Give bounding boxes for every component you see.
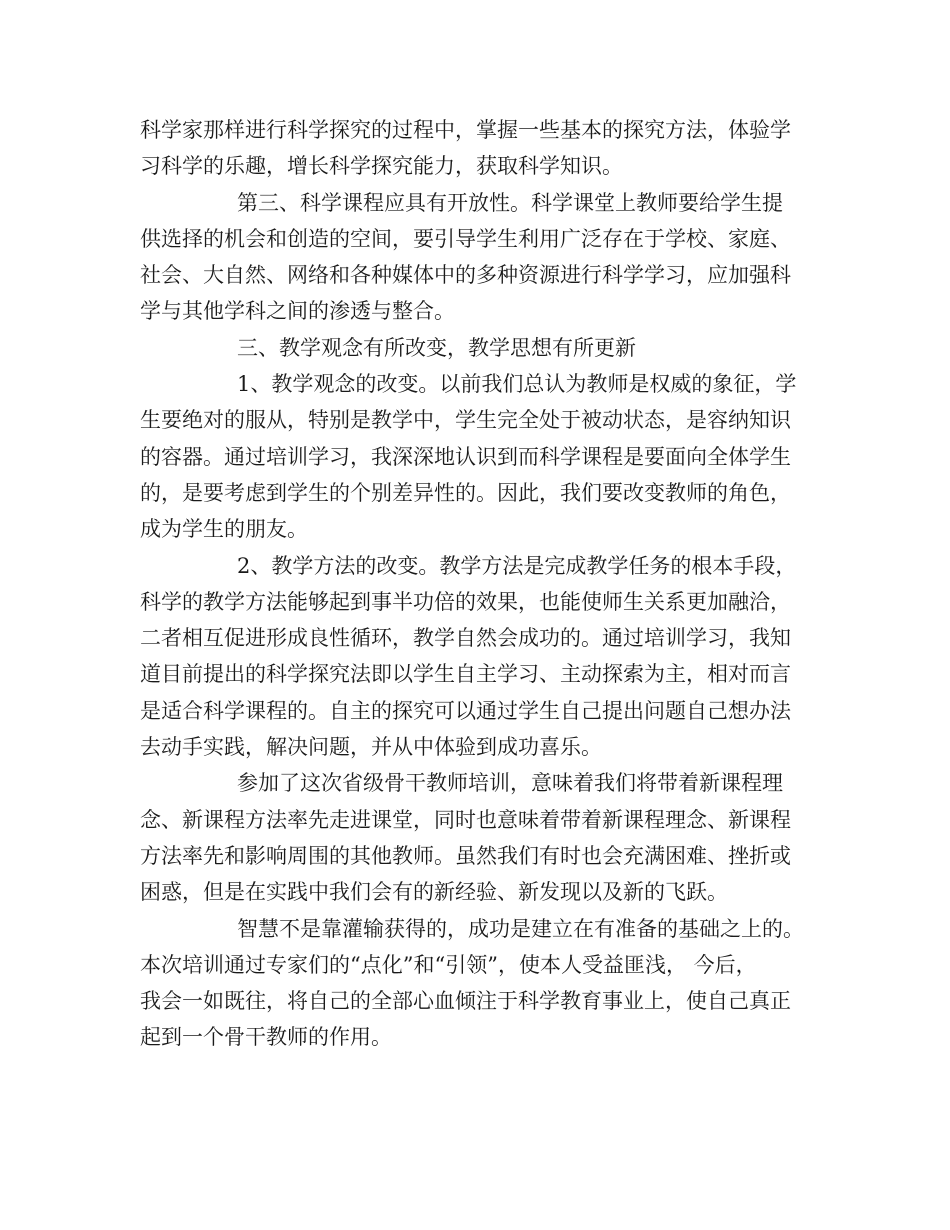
text-line: 我会一如既往，将自己的全部心血倾注于科学教育事业上，使自己真正 bbox=[140, 989, 791, 1014]
text-line: 学与其他学科之间的渗透与整合。 bbox=[140, 299, 455, 324]
text-line: 困惑，但是在实践中我们会有的新经验、新发现以及新的飞跃。 bbox=[140, 880, 728, 905]
text-line: 二者相互促进形成良性循环，教学自然会成功的。通过培训学习，我知 bbox=[140, 626, 791, 651]
paragraph-start-line: 智慧不是靠灌输获得的，成功是建立在有准备的基础之上的。 bbox=[237, 916, 804, 941]
text-line: 的容器。通过培训学习，我深深地认识到而科学课程是要面向全体学生 bbox=[140, 444, 791, 469]
text-line: 成为学生的朋友。 bbox=[140, 517, 308, 542]
text-line: 是适合科学课程的。自主的探究可以通过学生自己提出问题自己想办法 bbox=[140, 698, 791, 723]
paragraph-start-line: 1、教学观念的改变。以前我们总认为教师是权威的象征，学 bbox=[237, 372, 797, 397]
text-line: 科学家那样进行科学探究的过程中，掌握一些基本的探究方法，体验学 bbox=[140, 118, 791, 142]
document-body bbox=[140, 112, 830, 1056]
text-line: 习科学的乐趣，增长科学探究能力，获取科学知识。 bbox=[140, 154, 623, 179]
text-line: 去动手实践，解决问题，并从中体验到成功喜乐。 bbox=[140, 735, 602, 760]
text-line: 起到一个骨干教师的作用。 bbox=[140, 1025, 392, 1050]
text-line: 科学的教学方法能够起到事半功倍的效果，也能使师生关系更加融洽， bbox=[140, 589, 791, 614]
text-line: 道目前提出的科学探究法即以学生自主学习、主动探索为主，相对而言 bbox=[140, 662, 791, 687]
text-line: 念、新课程方法率先走进课堂，同时也意味着带着新课程理念、新课程 bbox=[140, 807, 791, 832]
text-line: 供选择的机会和创造的空间，要引导学生利用广泛存在于学校、家庭、 bbox=[140, 226, 791, 251]
paragraph-start-line: 2、教学方法的改变。教学方法是完成教学任务的根本手段， bbox=[237, 553, 797, 578]
text-line: 社会、大自然、网络和各种媒体中的多种资源进行科学学习，应加强科 bbox=[140, 263, 791, 288]
section-heading: 三、教学观念有所改变，教学思想有所更新 bbox=[237, 335, 636, 360]
paragraph-start-line: 参加了这次省级骨干教师培训，意味着我们将带着新课程理 bbox=[237, 771, 783, 796]
text-line: 方法率先和影响周围的其他教师。虽然我们有时也会充满困难、挫折或 bbox=[140, 843, 791, 868]
text-line: 生要绝对的服从，特别是教学中，学生完全处于被动状态，是容纳知识 bbox=[140, 408, 791, 433]
paragraph-start-line: 第三、科学课程应具有开放性。科学课堂上教师要给学生提 bbox=[237, 190, 783, 215]
text-line: 的，是要考虑到学生的个别差异性的。因此，我们要改变教师的角色， bbox=[140, 480, 791, 505]
text-line: 本次培训通过专家们的“点化”和“引领”，使本人受益匪浅， 今后， bbox=[140, 952, 757, 977]
